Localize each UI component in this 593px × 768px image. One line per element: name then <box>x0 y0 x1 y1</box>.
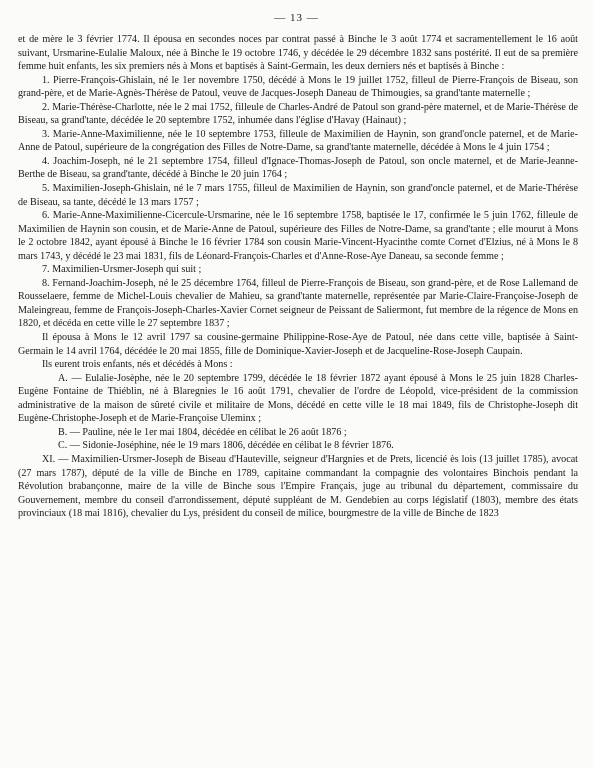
child-a-paragraph: A. — Eulalie-Josèphe, née le 20 septembre 1799, décédée le 18 février 1872 ayant épousé à Mons le 25 juin 1828 Charles-Eugène Fontaine de Thiéblin, né à Blaregnies le 16 août 1791, chevalier de l'ordre de Léopold, vice-président de la commission administrative de la maison de sûreté civile et militaire de Mons, décédé en cette ville le 18 mai 1849, fils de Christophe-Joseph dit Eugène-Christophe-Joseph et de Marie-Françoise Uleminx ; <box>18 372 578 425</box>
intro-paragraph: et de mère le 3 février 1774. Il épousa en secondes noces par contrat passé à Binche le 3 août 1774 et sacramentellement le 16 août suivant, Ursmarine-Eulalie Maloux, née à Binche le 19 octobre 1746, y décédée le 29 décembre 1832 sans postérité. Il eut de sa première femme huit enfants, les six premiers nés à Mons et baptisés à Saint-Germain, les deux derniers nés et baptisés à Binche : <box>18 34 578 73</box>
child-7-paragraph: 7. Maximilien-Ursmer-Joseph qui suit ; <box>42 264 202 276</box>
child-2-paragraph: 2. Marie-Thérèse-Charlotte, née le 2 mai 1752, filleule de Charles-André de Patoul son grand-père maternel, et de Marie-Thérèse de Biseau, sa grand'tante, décédée le 20 septembre 1752, inhumée dans l'église d'Havay (Hainaut) ; <box>18 101 578 127</box>
child-b-paragraph: B. — Pauline, née le 1er mai 1804, décédée en célibat le 26 août 1876 ; <box>58 426 347 438</box>
page-number: — 13 — <box>274 12 319 24</box>
child-4-paragraph: 4. Joachim-Joseph, né le 21 septembre 1754, filleul d'Ignace-Thomas-Joseph de Patoul, son oncle maternel, et de Marie-Jeanne-Berthe de Biseau, sa grand'tante, décédé à Binche le 20 juin 1764 ; <box>18 155 578 181</box>
child-1-paragraph: 1. Pierre-François-Ghislain, né le 1er novembre 1750, décédé à Mons le 19 juillet 1752, filleul de Pierre-François de Biseau, son grand-père, et de Marie-Agnès-Thérèse de Patoul, veuve de Jacques-Joseph Daneau de Thimougies, sa grand'tante maternelle ; <box>18 74 578 100</box>
second-marriage-paragraph: Il épousa à Mons le 12 avril 1797 sa cousine-germaine Philippine-Rose-Aye de Patoul, née dans cette ville, baptisée à Saint-Germain le 14 avril 1764, décédée le 20 mai 1855, fille de Dominique-Xavier-Joseph et de Jacqueline-Rose-Joseph Caupain. <box>18 332 578 357</box>
section-xi-paragraph: XI. — Maximilien-Ursmer-Joseph de Biseau d'Hauteville, seigneur d'Hargnies et de Prets, licencié ès lois (13 juillet 1785), avocat (27 mars 1787), député de la ville de Binche en 1789, capitaine commandant la compagnie des volontaires Binchois pendant la Révolution brabançonne, maire de la ville de Binche sous l'Empire Français, juge au tribunal du département, commissaire du Gouvernement, membre du conseil d'arrondissement, député suppléant de M. Gendebien au corps législatif (1803), membre des états provinciaux (18 mai 1816), chevalier du Lys, président du conseil de milice, bourgmestre de la ville de Binche de 1823 <box>18 453 578 520</box>
document-body <box>18 33 578 521</box>
child-c-paragraph: C. — Sidonie-Joséphine, née le 19 mars 1806, décédée en célibat le 8 février 1876. <box>58 440 394 452</box>
child-6-paragraph: 6. Marie-Anne-Maximilienne-Cicercule-Ursmarine, née le 16 septembre 1758, baptisée le 17, confirmée le 5 juin 1762, filleule de Maximilien de Haynin son cousin, et de Marie-Anne de Patoul, supérieure des Filles de Notre-Dame, sa grand'tante ; elle mourut à Mons le 2 octobre 1842, ayant épousé à Binche le 16 février 1784 son cousin Marie-Vincent-Hyacinthe comte Cornet d'Elzius, né à Mons le 8 mars 1743, y décédé le 23 mai 1831, fils de Léonard-François-Charles et d'Anne-Rose-Aye Daneau, sa seconde femme ; <box>18 210 578 262</box>
three-children-paragraph: Ils eurent trois enfants, nés et décédés à Mons : <box>42 359 233 371</box>
child-3-paragraph: 3. Marie-Anne-Maximilienne, née le 10 septembre 1753, filleule de Maximilien de Haynin, son grand'oncle paternel, et de Marie-Anne de Patoul, supérieure de la congrégation des Filles de Notre-Dame, sa grand'tante maternelle, décédée à Mons le 4 juin 1754 ; <box>18 128 578 154</box>
child-8-paragraph: 8. Fernand-Joachim-Joseph, né le 25 décembre 1764, filleul de Pierre-François de Biseau, son grand-père, et de Rose Lallemand de Rousselaere, femme de Michel-Louis chevalier de Mahieu, sa grand'tante maternelle, représentée par Marie-Claire-Françoise-Joseph de Maleingreau, femme de François-Joseph-Charles-Xavier Cornet seigneur de Peissant de Saliermont, fut membre de la régence de Mons en 1820, et décéda en cette ville le 27 septembre 1837 ; <box>18 277 578 330</box>
child-5-paragraph: 5. Maximilien-Joseph-Ghislain, né le 7 mars 1755, filleul de Maximilien de Haynin, son grand'oncle paternel, et de Marie-Thérèse de Biseau, sa tante, décédé le 13 mars 1757 ; <box>18 183 578 208</box>
